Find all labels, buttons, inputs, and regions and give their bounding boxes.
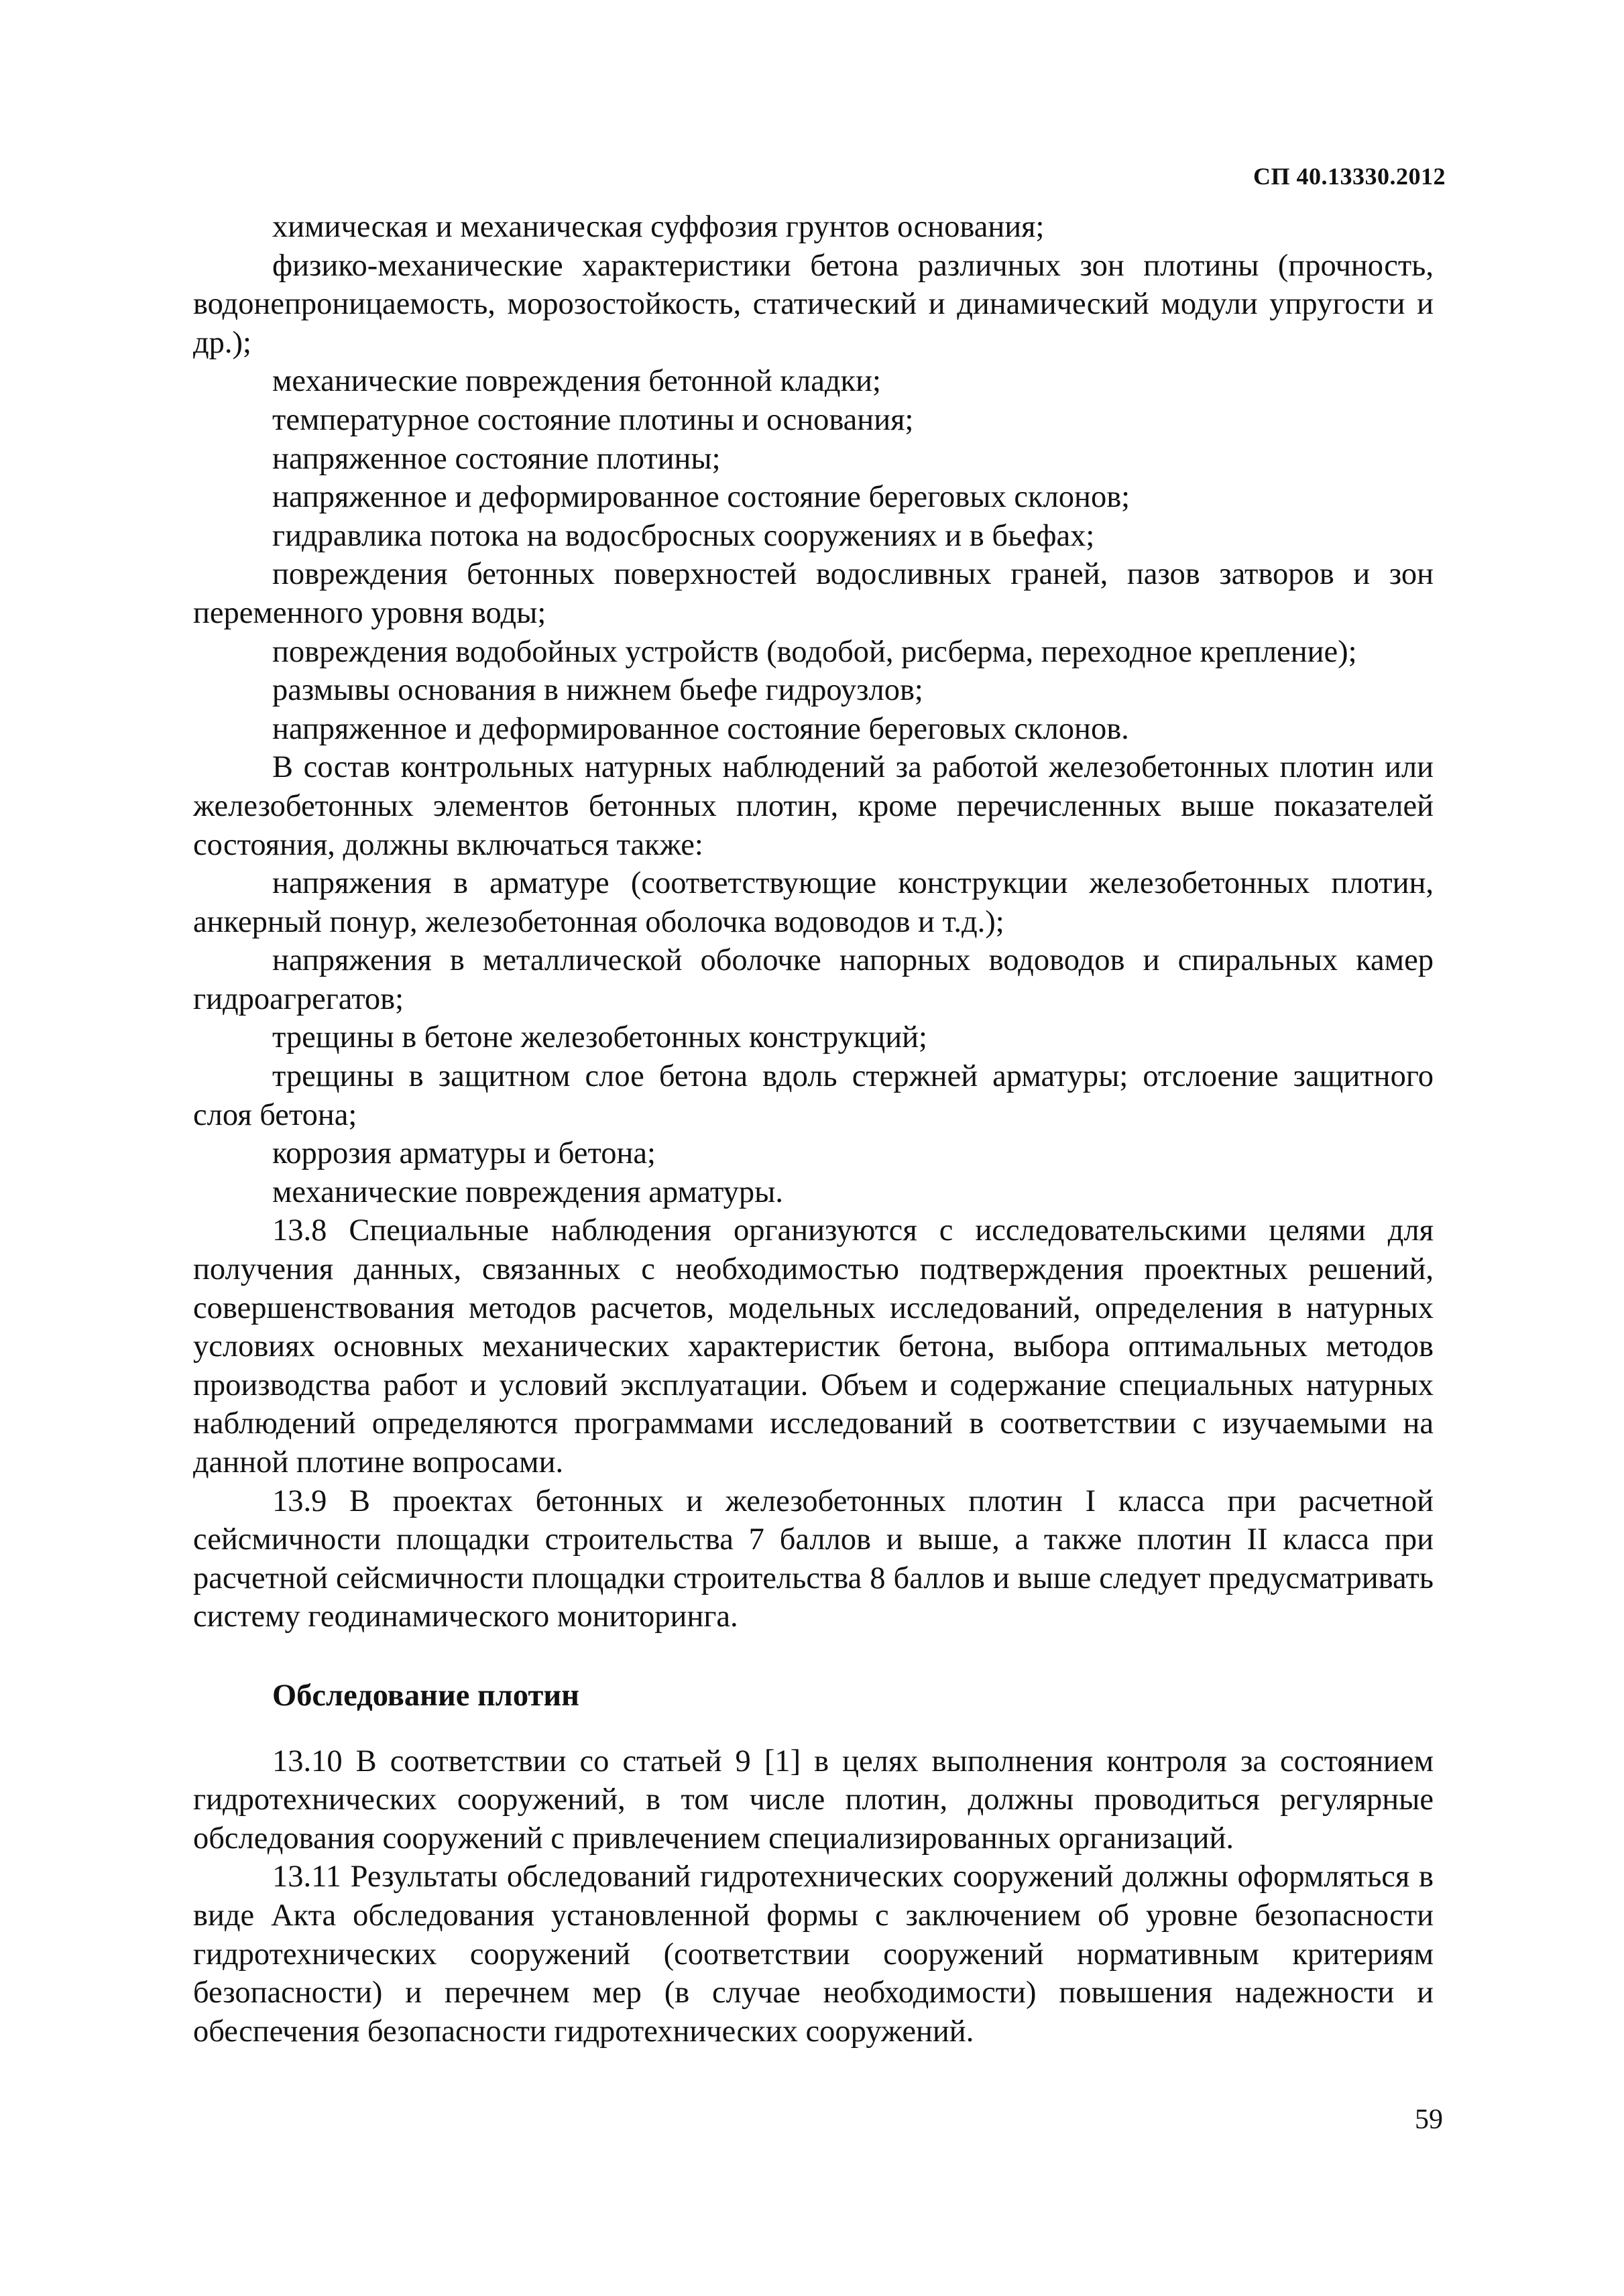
paragraph-1: химическая и механическая суффозия грунтов основания; — [272, 210, 1045, 244]
paragraph-5: напряженное состояние плотины; — [272, 441, 721, 476]
paragraph-15: трещины в бетоне железобетонных конструкций; — [272, 1020, 927, 1055]
paragraph-18: механические повреждения арматуры. — [272, 1174, 784, 1209]
paragraph-13-11: 13.11 Результаты обследований гидротехнических сооружений должны оформляться в виде Акта обследования установленной формы с заключением об уровне безопасности гидротехнических сооружений (соответствии сооружений нормативным критериям безопасности) и перечнем мер (в случае необходимости) повышения надежности и обеспечения безопасности гидротехнических сооружений. — [193, 1860, 1434, 2049]
paragraph-13: напряжения в арматуре (соответствующие конструкции железобетонных плотин, анкерный понур, железобетонная оболочка водоводов и т.д.); — [193, 866, 1434, 939]
page-number: 59 — [1415, 2104, 1443, 2135]
paragraph-13-9: 13.9 В проектах бетонных и железобетонных плотин I класса при расчетной сейсмичности площадки строительства 7 баллов и выше, а также плотин II класса при расчетной сейсмичности площадки строительства 8 баллов и выше следует предусматривать систему геодинамического мониторинга. — [193, 1484, 1434, 1634]
paragraph-13-8: 13.8 Специальные наблюдения организуются с исследовательскими целями для получения данных, связанных с необходимостью подтверждения проектных решений, совершенствования методов расчетов, модельных исследований, определения в натурных условиях основных механических характеристик бетона, выбора оптимальных методов производства работ и условий эксплуатации. Объем и содержание специальных натурных наблюдений определяются программами исследований в соответствии с изучаемыми на данной плотине вопросами. — [193, 1213, 1434, 1479]
paragraph-2: физико-механические характеристики бетона различных зон плотины (прочность, водонепроницаемость, морозостойкость, статический и динамический модули упругости и др.); — [193, 248, 1434, 360]
paragraph-13-10: 13.10 В соответствии со статьей 9 [1] в целях выполнения контроля за состоянием гидротехнических сооружений, в том числе плотин, должны проводиться регулярные обследования сооружений с привлечением специализированных организаций. — [193, 1744, 1434, 1856]
paragraph-3: механические повреждения бетонной кладки; — [272, 364, 881, 399]
paragraph-10: размывы основания в нижнем бьефе гидроузлов; — [272, 673, 923, 708]
paragraph-12: В состав контрольных натурных наблюдений за работой железобетонных плотин или железобетонных элементов бетонных плотин, кроме перечисленных выше показателей состояния, должны включаться также: — [193, 750, 1434, 862]
paragraph-17: коррозия арматуры и бетона; — [272, 1136, 656, 1171]
paragraph-7: гидравлика потока на водосбросных сооружениях и в бьефах; — [272, 518, 1095, 553]
section-heading: Обследование плотин — [272, 1678, 579, 1713]
paragraph-4: температурное состояние плотины и основания; — [272, 402, 914, 437]
paragraph-16: трещины в защитном слое бетона вдоль стержней арматуры; отслоение защитного слоя бетона; — [193, 1059, 1434, 1132]
paragraph-11: напряженное и деформированное состояние береговых склонов. — [272, 711, 1129, 746]
paragraph-9: повреждения водобойных устройств (водобой, рисберма, переходное крепление); — [272, 634, 1357, 669]
document-code: СП 40.13330.2012 — [1253, 163, 1446, 190]
paragraph-6: напряженное и деформированное состояние береговых склонов; — [272, 480, 1130, 515]
document-body — [193, 208, 1434, 2051]
paragraph-8: повреждения бетонных поверхностей водосливных граней, пазов затворов и зон переменного уровня воды; — [193, 557, 1434, 630]
paragraph-14: напряжения в металлической оболочке напорных водоводов и спиральных камер гидроагрегатов; — [193, 943, 1434, 1016]
